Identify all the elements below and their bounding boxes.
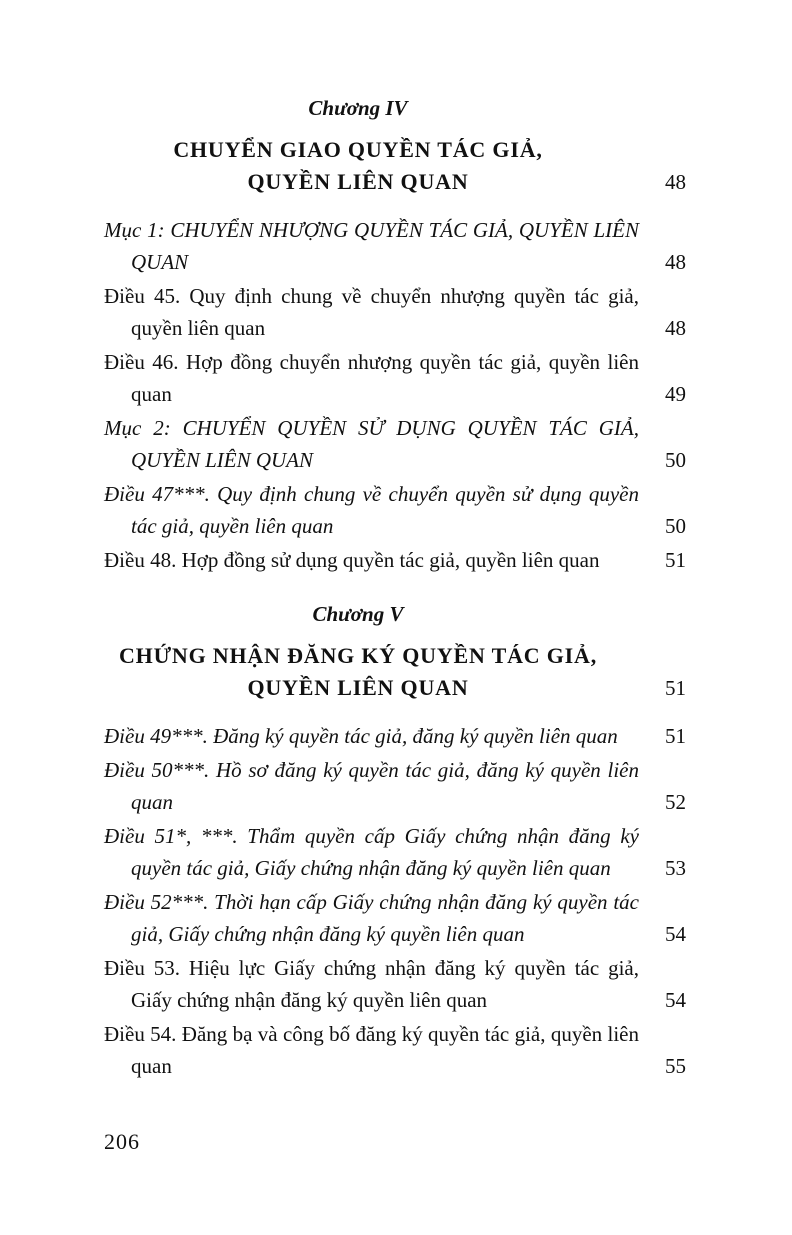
footer-page-number: 206 [104, 1129, 140, 1154]
toc-entry-page-number: 52 [665, 790, 686, 814]
toc-entry-text: Điều 51*, ***. Thẩm quyền cấp Giấy chứng nhận đăng ký quyền tác giả, Giấy chứng nhận đăng ký quyền liên quan [104, 824, 639, 880]
toc-entry-dieu-48 [104, 544, 686, 576]
chapter-4-title-line2: QUYỀN LIÊN QUAN [247, 169, 469, 194]
toc-entry-page-number: 51 [665, 548, 686, 572]
toc-content [104, 92, 686, 1084]
toc-entry-page-number: 50 [665, 514, 686, 538]
toc-entry-text: Điều 46. Hợp đồng chuyển nhượng quyền tác giả, quyền liên quan [104, 350, 639, 406]
toc-entry-dieu-52 [104, 886, 686, 950]
toc-entry-page-number: 49 [665, 382, 686, 406]
chapter-4-section [104, 92, 686, 576]
toc-entry-page-number: 48 [665, 250, 686, 274]
toc-entry-text: Điều 53. Hiệu lực Giấy chứng nhận đăng ký quyền tác giả, Giấy chứng nhận đăng ký quyền liên quan [104, 956, 639, 1012]
toc-entry-muc-2 [104, 412, 686, 476]
toc-entry-text: Điều 50***. Hồ sơ đăng ký quyền tác giả, đăng ký quyền liên quan [104, 758, 639, 814]
chapter-5-section [104, 598, 686, 1082]
toc-entry-page-number: 55 [665, 1054, 686, 1078]
toc-entry-dieu-49 [104, 720, 686, 752]
chapter-5-title-page-number: 51 [665, 676, 686, 700]
toc-entry-text: Điều 48. Hợp đồng sử dụng quyền tác giả, quyền liên quan [104, 548, 600, 572]
chapter-4-title-row [104, 134, 686, 198]
chapter-5-title-line1: CHỨNG NHẬN ĐĂNG KÝ QUYỀN TÁC GIẢ, [118, 643, 598, 668]
toc-entry-text: Mục 1: CHUYỂN NHƯỢNG QUYỀN TÁC GIẢ, QUYỀN LIÊN QUAN [104, 218, 639, 274]
toc-entry-dieu-50 [104, 754, 686, 818]
toc-entry-text: Điều 52***. Thời hạn cấp Giấy chứng nhận đăng ký quyền tác giả, Giấy chứng nhận đăng ký quyền liên quan [104, 890, 639, 946]
toc-entry-page-number: 54 [665, 988, 686, 1012]
toc-entry-text: Mục 2: CHUYỂN QUYỀN SỬ DỤNG QUYỀN TÁC GIẢ, QUYỀN LIÊN QUAN [104, 416, 639, 472]
toc-entry-dieu-51 [104, 820, 686, 884]
toc-entry-page-number: 48 [665, 316, 686, 340]
chapter-5-title [104, 640, 612, 704]
chapter-5-title-row [104, 640, 686, 704]
chapter-4-title [104, 134, 612, 198]
toc-entry-muc-1 [104, 214, 686, 278]
toc-entry-dieu-54 [104, 1018, 686, 1082]
chapter-4-title-line1: CHUYỂN GIAO QUYỀN TÁC GIẢ, [173, 137, 543, 162]
toc-entry-page-number: 51 [665, 724, 686, 748]
toc-entry-dieu-47 [104, 478, 686, 542]
chapter-5-label: Chương V [312, 602, 404, 626]
toc-entry-page-number: 54 [665, 922, 686, 946]
toc-entry-text: Điều 54. Đăng bạ và công bố đăng ký quyền tác giả, quyền liên quan [104, 1022, 639, 1078]
chapter-4-label: Chương IV [308, 96, 408, 120]
chapter-5-title-line2: QUYỀN LIÊN QUAN [247, 675, 469, 700]
toc-entry-dieu-45 [104, 280, 686, 344]
toc-entry-dieu-53 [104, 952, 686, 1016]
toc-entry-dieu-46 [104, 346, 686, 410]
toc-entry-page-number: 50 [665, 448, 686, 472]
toc-entry-text: Điều 45. Quy định chung về chuyển nhượng quyền tác giả, quyền liên quan [104, 284, 639, 340]
toc-entry-text: Điều 47***. Quy định chung về chuyển quyền sử dụng quyền tác giả, quyền liên quan [104, 482, 639, 538]
toc-entry-text: Điều 49***. Đăng ký quyền tác giả, đăng ký quyền liên quan [104, 724, 618, 748]
toc-entry-page-number: 53 [665, 856, 686, 880]
chapter-4-title-page-number: 48 [665, 170, 686, 194]
